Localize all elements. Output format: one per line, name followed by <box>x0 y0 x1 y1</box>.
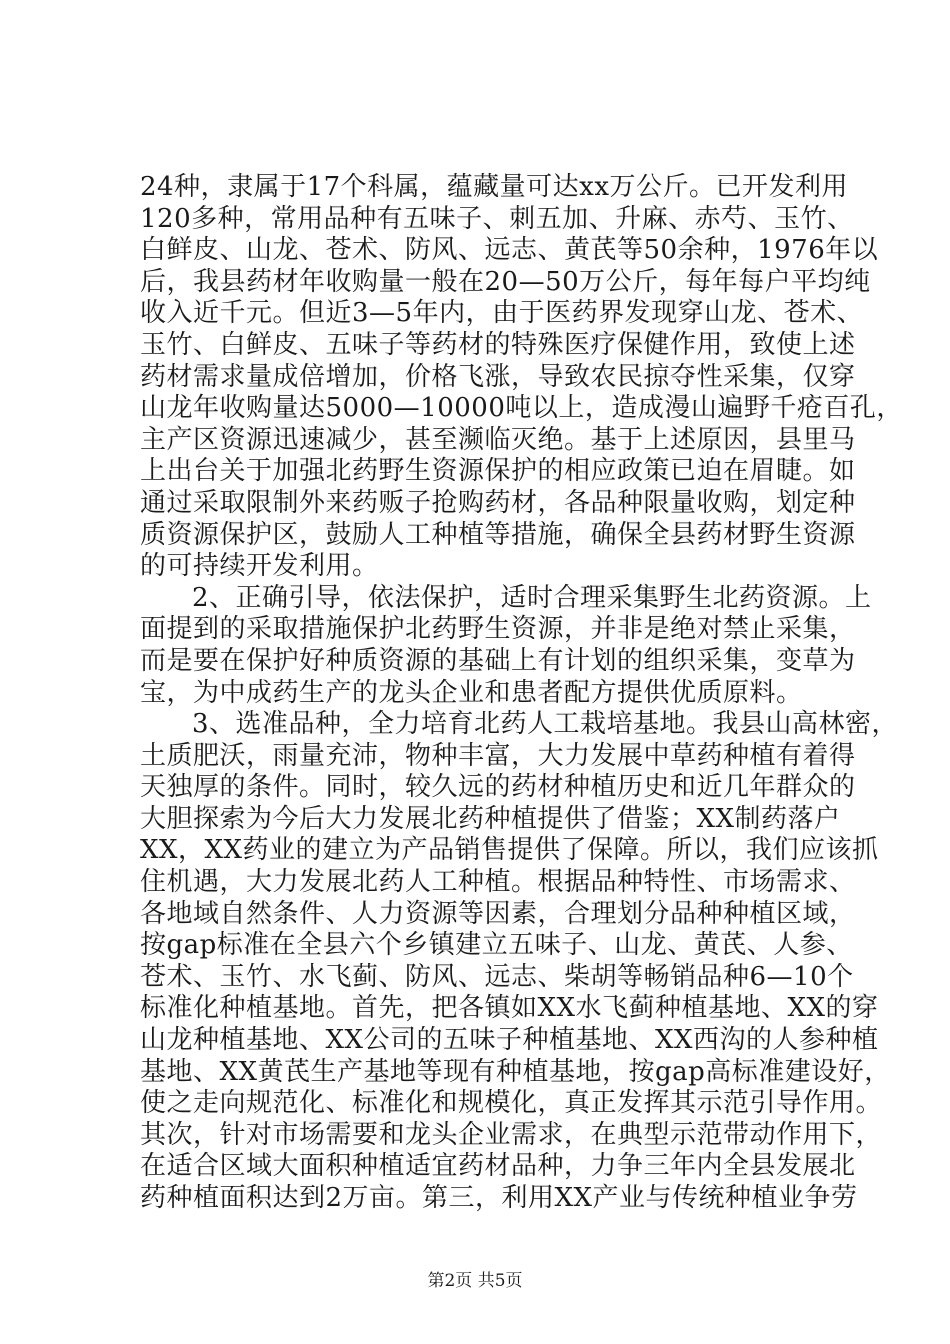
text-line: 标准化种植基地。首先，把各镇如XX水飞蓟种植基地、XX的穿 <box>140 993 879 1024</box>
text-line: 大胆探索为今后大力发展北药种植提供了借鉴；XX制药落户 <box>140 803 841 834</box>
text-line: 使之走向规范化、标准化和规模化，真正发挥其示范引导作用。 <box>140 1088 883 1119</box>
text-line: 苍术、玉竹、水飞蓟、防风、远志、柴胡等畅销品种6—10个 <box>140 961 854 992</box>
page-number-footer: 第2页 共5页 <box>427 1271 523 1291</box>
text-line: 质资源保护区，鼓励人工种植等措施，确保全县药材野生资源 <box>140 519 856 550</box>
text-line: 而是要在保护好种质资源的基础上有计划的组织采集，变草为 <box>140 645 856 676</box>
text-line: 宝，为中成药生产的龙头企业和患者配方提供优质原料。 <box>140 677 803 708</box>
text-line: 玉竹、白鲜皮、五味子等药材的特殊医疗保健作用，致使上述 <box>140 329 856 360</box>
text-line: 各地域自然条件、人力资源等因素，合理划分品种种植区域， <box>140 898 856 929</box>
text-line: 山龙年收购量达5000—10000吨以上，造成漫山遍野千疮百孔， <box>140 393 903 424</box>
text-line: 3、选准品种，全力培育北药人工栽培基地。我县山高林密， <box>192 709 899 740</box>
text-line: 白鲜皮、山龙、苍术、防风、远志、黄芪等50余种，1976年以 <box>140 235 879 266</box>
text-line: 的可持续开发利用。 <box>140 551 379 582</box>
text-line: 按gap标准在全县六个乡镇建立五味子、山龙、黄芪、人参、 <box>140 930 853 961</box>
text-line: 在适合区域大面积种植适宜药材品种，力争三年内全县发展北 <box>140 1151 856 1182</box>
text-line: 主产区资源迅速减少，甚至濒临灭绝。基于上述原因，县里马 <box>140 424 856 455</box>
text-line: 基地、XX黄芪生产基地等现有种植基地，按gap高标准建设好， <box>140 1056 891 1087</box>
text-line: 药材需求量成倍增加，价格飞涨，导致农民掠夺性采集，仅穿 <box>140 361 856 392</box>
text-line: 药种植面积达到2万亩。第三，利用XX产业与传统种植业争劳 <box>140 1183 858 1213</box>
text-line: XX，XX药业的建立为产品销售提供了保障。所以，我们应该抓 <box>140 835 879 866</box>
text-line: 上出台关于加强北药野生资源保护的相应政策已迫在眉睫。如 <box>140 456 856 487</box>
text-line: 2、正确引导，依法保护，适时合理采集野生北药资源。上 <box>192 582 872 613</box>
text-line: 120多种，常用品种有五味子、刺五加、升麻、赤芍、玉竹、 <box>140 203 854 234</box>
document-body <box>140 172 903 1215</box>
text-line: 住机遇，大力发展北药人工种植。根据品种特性、市场需求、 <box>140 867 856 898</box>
text-line: 其次，针对市场需要和龙头企业需求，在典型示范带动作用下， <box>140 1119 883 1150</box>
text-line: 面提到的采取措施保护北药野生资源，并非是绝对禁止采集， <box>140 614 856 645</box>
text-line: 山龙种植基地、XX公司的五味子种植基地、XX西沟的人参种植 <box>140 1025 879 1056</box>
text-line: 通过采取限制外来药贩子抢购药材，各品种限量收购，划定种 <box>140 487 856 518</box>
text-line: 天独厚的条件。同时，较久远的药材种植历史和近几年群众的 <box>140 772 856 803</box>
text-line: 土质肥沃，雨量充沛，物种丰富，大力发展中草药种植有着得 <box>140 740 856 771</box>
text-line: 收入近千元。但近3—5年内，由于医药界发现穿山龙、苍术、 <box>140 298 864 329</box>
text-line: 后，我县药材年收购量一般在20—50万公斤，每年每户平均纯 <box>140 266 871 297</box>
text-line: 24种，隶属于17个科属，蕴藏量可达xx万公斤。已开发利用 <box>140 172 848 202</box>
